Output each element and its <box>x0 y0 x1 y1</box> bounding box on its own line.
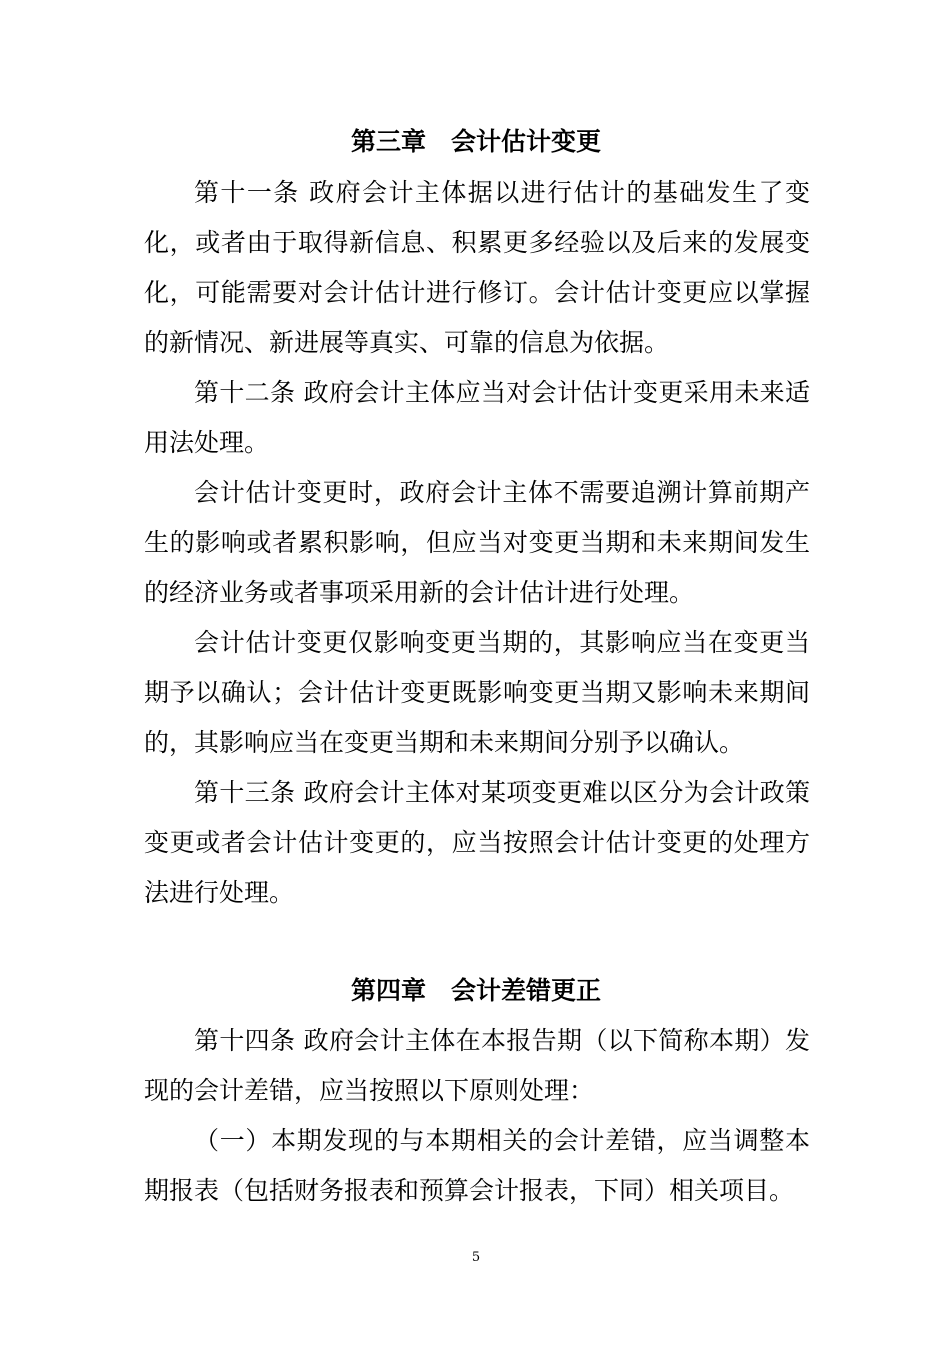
article-13-paragraph: 第十三条 政府会计主体对某项变更难以区分为会计政策变更或者会计估计变更的，应当按照会计估计变更的处理方法进行处理。 <box>144 778 810 907</box>
article-14-paragraph: 第十四条 政府会计主体在本报告期（以下简称本期）发现的会计差错，应当按照以下原则处理： <box>144 1026 810 1105</box>
chapter-3-title: 第三章 会计估计变更 <box>350 127 601 156</box>
article-14-item-1-paragraph: （一）本期发现的与本期相关的会计差错，应当调整本期报表（包括财务报表和预算会计报表，下同）相关项目。 <box>144 1126 810 1205</box>
article-11-paragraph: 第十一条 政府会计主体据以进行估计的基础发生了变化，或者由于取得新信息、积累更多经验以及后来的发展变化，可能需要对会计估计进行修订。会计估计变更应以掌握的新情况、新进展等真实、可靠的信息为依据。 <box>144 178 810 357</box>
chapter-4-title: 第四章 会计差错更正 <box>350 976 601 1005</box>
article-12-paragraph: 第十二条 政府会计主体应当对会计估计变更采用未来适用法处理。 <box>144 378 810 457</box>
page-number: 5 <box>471 1250 481 1265</box>
article-12-recognition-paragraph: 会计估计变更仅影响变更当期的，其影响应当在变更当期予以确认；会计估计变更既影响变更当期又影响未来期间的，其影响应当在变更当期和未来期间分别予以确认。 <box>144 628 810 757</box>
article-12-detail-paragraph: 会计估计变更时，政府会计主体不需要追溯计算前期产生的影响或者累积影响，但应当对变更当期和未来期间发生的经济业务或者事项采用新的会计估计进行处理。 <box>144 478 810 607</box>
